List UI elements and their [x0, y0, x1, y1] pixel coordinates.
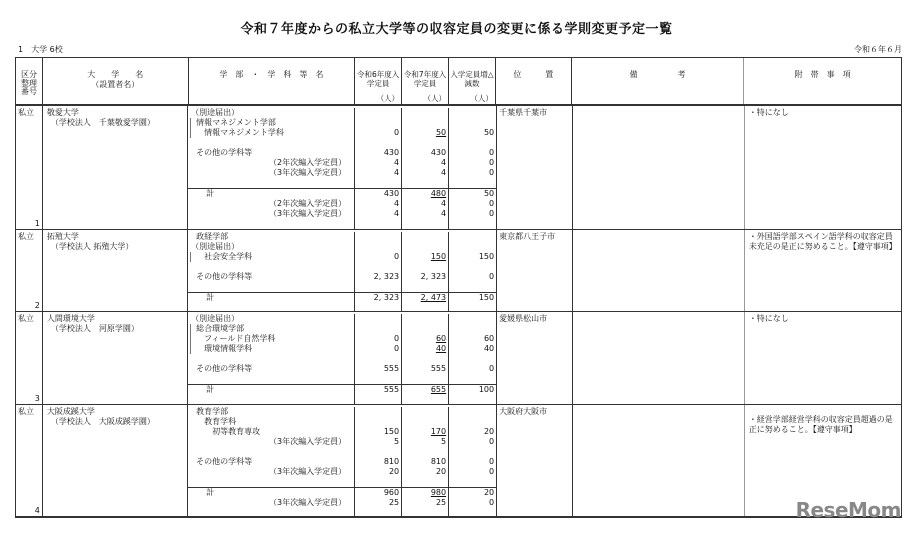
row-number: 4: [34, 506, 40, 515]
capacity-diff: [449, 374, 496, 384]
capacity-r7: 5: [402, 437, 449, 447]
dept-line: [188, 314, 496, 324]
university-cell: [43, 405, 188, 516]
capacity-r7: [402, 407, 449, 417]
dept-name: フィールド自然学科: [188, 334, 355, 344]
capacity-r7: [402, 118, 449, 128]
university-name: 拓殖大学: [46, 232, 79, 241]
dept-line: [188, 437, 496, 447]
capacity-r6: 0: [355, 344, 402, 354]
header-notes: 附 帯 事 項: [794, 70, 851, 79]
section-label: 1 大学 6校: [18, 45, 63, 54]
dept-line: [188, 272, 496, 282]
dept-name: [188, 354, 355, 364]
capacity-r7: [402, 354, 449, 364]
column-space: [449, 219, 496, 229]
column-space: [402, 303, 449, 311]
dept-line: [188, 344, 496, 354]
dept-line: [188, 108, 496, 118]
table-row: [16, 105, 901, 229]
dept-name: [188, 178, 355, 188]
header-r6: [355, 58, 402, 104]
dept-line: [188, 232, 496, 242]
university-cell: [43, 106, 188, 229]
header-diff-label: 入学定員増△減数: [450, 70, 494, 88]
capacity-r7: 4: [402, 158, 449, 168]
location-cell: 大阪府大阪市: [497, 405, 573, 516]
department-block: [188, 106, 497, 229]
column-space: [355, 219, 402, 229]
department-block: [188, 230, 497, 311]
header-kubun: [16, 58, 43, 104]
capacity-diff: [449, 407, 496, 417]
kubun-cell: [16, 312, 43, 404]
dept-line: [188, 242, 496, 252]
capacity-r7: 150: [402, 252, 449, 262]
dept-line: [188, 128, 496, 138]
change-schedule-table: [15, 57, 902, 518]
column-space: [449, 508, 496, 516]
capacity-r6: 810: [355, 457, 402, 467]
capacity-r7: [402, 324, 449, 334]
capacity-r6: 555: [355, 385, 402, 395]
capacity-r6: [355, 314, 402, 324]
capacity-r6: [355, 477, 402, 487]
dept-line: [188, 282, 496, 292]
capacity-diff: [449, 118, 496, 128]
filler: [188, 219, 496, 229]
capacity-r6: [355, 118, 402, 128]
remarks-cell: [573, 106, 745, 229]
capacity-r6: [355, 282, 402, 292]
dept-name: （3年次編入学定員）: [188, 168, 355, 178]
header-kubun-label: 区分: [20, 70, 37, 79]
dept-line: [188, 148, 496, 158]
dept-line: [188, 354, 496, 364]
capacity-r7: [402, 447, 449, 457]
dept-name: 政経学部: [188, 232, 355, 242]
dept-line: [188, 252, 496, 262]
department-block: [188, 405, 497, 516]
dept-line: [188, 138, 496, 148]
capacity-diff: 0: [489, 467, 495, 476]
column-space: [402, 508, 449, 516]
capacity-r6: 960: [355, 488, 402, 498]
capacity-r7: 980: [402, 488, 449, 498]
capacity-diff: 0: [489, 457, 495, 466]
capacity-diff: [449, 232, 496, 242]
founder-name: （学校法人 千葉敬愛学園）: [50, 118, 155, 127]
capacity-diff: 0: [489, 199, 495, 208]
capacity-diff: [449, 354, 496, 364]
filler: [188, 508, 496, 516]
university-cell: [43, 312, 188, 404]
capacity-diff: 60: [483, 334, 495, 343]
capacity-diff: [449, 417, 496, 427]
dept-name: その他の学科等: [188, 364, 355, 374]
capacity-r6: [355, 262, 402, 272]
capacity-r6: 25: [355, 498, 402, 508]
capacity-diff: 20: [483, 427, 495, 436]
capacity-r7: 4: [402, 199, 449, 209]
capacity-r6: 20: [355, 467, 402, 477]
university-name: 人間環境大学: [46, 314, 95, 323]
header-univ: [43, 58, 189, 104]
capacity-r7: [402, 178, 449, 188]
filler: [188, 303, 496, 311]
dept-line: [188, 178, 496, 188]
capacity-r7: 40: [402, 344, 449, 354]
dept-name: 情報マネジメント学科: [188, 128, 355, 138]
dept-line: [188, 467, 496, 477]
capacity-r7: 2, 323: [402, 272, 449, 282]
capacity-diff: 150: [478, 293, 495, 302]
dept-line: [188, 427, 496, 437]
capacity-r6: [355, 354, 402, 364]
capacity-diff: 0: [489, 209, 495, 218]
column-space: [188, 508, 355, 516]
page-title: 令和７年度からの私立大学等の収容定員の変更に係る学則変更予定一覧: [240, 22, 673, 37]
header-univ-label: 大 学 名: [87, 70, 144, 79]
capacity-r6: [355, 407, 402, 417]
capacity-r6: 0: [355, 128, 402, 138]
capacity-r7: [402, 282, 449, 292]
capacity-r7: [402, 242, 449, 252]
founder-name: （学校法人 拓殖大学）: [50, 242, 134, 251]
table-row: [16, 311, 901, 404]
column-space: [355, 303, 402, 311]
capacity-r6: [355, 108, 402, 118]
header-location: 位 置: [496, 58, 572, 104]
header-founder-label: （設置者名）: [91, 80, 140, 89]
unit-label: （人）: [376, 94, 400, 103]
university-name: 大阪成蹊大学: [46, 407, 95, 416]
filler: [188, 395, 496, 404]
notes-cell: ・経営学部経営学科の収容定員超過の是正に努めること。【遵守事項】: [748, 415, 893, 434]
column-space: [449, 303, 496, 311]
dept-line: [188, 209, 496, 219]
dept-name: （3年次編入学定員）: [188, 498, 355, 508]
dept-line: [188, 498, 496, 508]
capacity-r7: 4: [402, 209, 449, 219]
capacity-r7: [402, 417, 449, 427]
dept-name: （別途届出）: [188, 242, 355, 252]
table-row: [16, 229, 901, 311]
capacity-r6: 4: [355, 199, 402, 209]
kubun-label: 私立: [18, 407, 34, 416]
capacity-r6: 4: [355, 168, 402, 178]
capacity-r7: 170: [402, 427, 449, 437]
table-row: [16, 404, 901, 516]
founder-name: （学校法人 大阪成蹊学園）: [50, 417, 155, 426]
capacity-r6: 0: [355, 252, 402, 262]
dept-line: [188, 417, 496, 427]
capacity-r7: 555: [402, 364, 449, 374]
dept-name: その他の学科等: [188, 272, 355, 282]
dept-name: 計: [188, 385, 355, 395]
dept-name: その他の学科等: [188, 148, 355, 158]
capacity-diff: 50: [483, 128, 495, 137]
header-r7: [402, 58, 449, 104]
capacity-diff: [449, 314, 496, 324]
kubun-label: 私立: [18, 232, 34, 241]
kubun-label: 私立: [18, 108, 34, 117]
capacity-r6: [355, 138, 402, 148]
column-space: [188, 395, 355, 404]
unit-label: （人）: [423, 94, 447, 103]
capacity-diff: [449, 282, 496, 292]
dept-name: （2年次編入学定員）: [188, 158, 355, 168]
dept-line: [188, 324, 496, 334]
dept-line: [188, 292, 496, 303]
capacity-diff: [449, 447, 496, 457]
capacity-r6: [355, 374, 402, 384]
dept-name: 初等教育専攻: [188, 427, 355, 437]
dept-line: [188, 168, 496, 178]
table-header: [16, 58, 901, 105]
dept-name: （別途届出）: [188, 314, 355, 324]
header-r6-label: 令和6年度入学定員: [357, 70, 400, 88]
capacity-r6: 430: [355, 148, 402, 158]
location-cell: 千葉県千葉市: [497, 106, 573, 229]
capacity-r6: [355, 324, 402, 334]
column-space: [188, 219, 355, 229]
column-space: [402, 395, 449, 404]
capacity-r6: [355, 242, 402, 252]
header-r7-label: 令和7年度入学定員: [403, 70, 447, 88]
kubun-cell: [16, 106, 43, 229]
capacity-r6: 0: [355, 334, 402, 344]
column-space: [188, 303, 355, 311]
location-cell: 東京都八王子市: [497, 230, 573, 311]
capacity-diff: [449, 324, 496, 334]
capacity-r7: 50: [402, 128, 449, 138]
dept-name: 環境情報学科: [188, 344, 355, 354]
capacity-diff: 0: [489, 364, 495, 373]
university-cell: [43, 230, 188, 311]
capacity-r6: 5: [355, 437, 402, 447]
dept-name: [188, 138, 355, 148]
capacity-r7: 25: [402, 498, 449, 508]
capacity-r7: 480: [402, 189, 449, 199]
dept-line: [188, 384, 496, 395]
dept-line: [188, 262, 496, 272]
capacity-r7: 430: [402, 148, 449, 158]
dept-line: [188, 487, 496, 498]
dept-name: 計: [188, 189, 355, 199]
capacity-diff: 0: [489, 168, 495, 177]
capacity-diff: 50: [483, 189, 495, 198]
capacity-r6: 4: [355, 158, 402, 168]
row-number: 1: [34, 219, 40, 228]
document-date: 令和６年６月: [854, 45, 902, 54]
dept-name: 計: [188, 293, 355, 303]
dept-name: （3年次編入学定員）: [188, 437, 355, 447]
remarks-cell: [573, 405, 745, 516]
dept-line: [188, 188, 496, 199]
capacity-diff: 150: [478, 252, 495, 261]
capacity-r7: [402, 374, 449, 384]
dept-name: [188, 477, 355, 487]
capacity-r7: [402, 138, 449, 148]
header-remarks: 備 考: [572, 58, 745, 104]
capacity-r7: 2, 473: [402, 293, 449, 303]
remarks-cell: [573, 230, 745, 311]
capacity-r7: [402, 262, 449, 272]
dept-name: （3年次編入学定員）: [188, 209, 355, 219]
dept-name: [188, 282, 355, 292]
dept-name: （2年次編入学定員）: [188, 199, 355, 209]
notes-cell: ・特になし: [748, 108, 789, 117]
dept-line: [188, 118, 496, 128]
dept-line: [188, 374, 496, 384]
dept-name: [188, 447, 355, 457]
capacity-r6: [355, 232, 402, 242]
dept-line: [188, 334, 496, 344]
capacity-r7: 810: [402, 457, 449, 467]
capacity-r6: 430: [355, 189, 402, 199]
column-space: [355, 395, 402, 404]
capacity-r6: 2, 323: [355, 293, 402, 303]
capacity-r7: 4: [402, 168, 449, 178]
kubun-cell: [16, 405, 43, 516]
capacity-r6: [355, 178, 402, 188]
notes-cell: ・特になし: [748, 314, 789, 323]
university-name: 敬愛大学: [46, 108, 79, 117]
dept-line: [188, 477, 496, 487]
dept-line: [188, 407, 496, 417]
capacity-r7: [402, 108, 449, 118]
capacity-diff: 0: [489, 272, 495, 281]
founder-name: （学校法人 河原学園）: [50, 324, 139, 333]
dept-line: [188, 199, 496, 209]
row-number: 3: [34, 394, 40, 403]
column-space: [449, 395, 496, 404]
dept-line: [188, 457, 496, 467]
capacity-diff: 0: [489, 148, 495, 157]
capacity-r7: [402, 232, 449, 242]
unit-label: （人）: [470, 94, 493, 103]
capacity-diff: 0: [489, 498, 495, 507]
location-cell: 愛媛県松山市: [497, 312, 573, 404]
kubun-cell: [16, 230, 43, 311]
capacity-diff: [449, 108, 496, 118]
dept-line: [188, 158, 496, 168]
capacity-diff: [449, 477, 496, 487]
capacity-r7: 60: [402, 334, 449, 344]
dept-name: 教育学科: [188, 417, 355, 427]
remarks-cell: [573, 312, 745, 404]
capacity-diff: [449, 242, 496, 252]
dept-name: 社会安全学科: [188, 252, 355, 262]
kubun-label: 私立: [18, 314, 34, 323]
department-block: [188, 312, 497, 404]
dept-name: 教育学部: [188, 407, 355, 417]
capacity-r6: 2, 323: [355, 272, 402, 282]
dept-line: [188, 447, 496, 457]
dept-name: 総合環境学部: [188, 324, 355, 334]
capacity-r6: [355, 417, 402, 427]
dept-line: [188, 364, 496, 374]
capacity-diff: [449, 262, 496, 272]
capacity-diff: 100: [478, 385, 495, 394]
dept-name: [188, 374, 355, 384]
capacity-diff: [449, 178, 496, 188]
dept-name: その他の学科等: [188, 457, 355, 467]
capacity-diff: 0: [489, 158, 495, 167]
capacity-r6: 150: [355, 427, 402, 437]
capacity-r6: [355, 447, 402, 457]
capacity-r7: 20: [402, 467, 449, 477]
header-dept: 学 部 ・ 学 科 等 名: [189, 58, 356, 104]
dept-name: （3年次編入学定員）: [188, 467, 355, 477]
capacity-diff: 40: [483, 344, 495, 353]
header-seiri-label: 整理番号: [20, 79, 37, 96]
capacity-r6: 555: [355, 364, 402, 374]
resemom-watermark-logo: ReseMom: [795, 498, 901, 522]
capacity-diff: 20: [483, 488, 495, 497]
capacity-r7: [402, 314, 449, 324]
capacity-r7: [402, 477, 449, 487]
capacity-r7: 655: [402, 385, 449, 395]
row-number: 2: [34, 301, 40, 310]
capacity-diff: 0: [489, 437, 495, 446]
dept-name: [188, 262, 355, 272]
dept-name: （別途届出）: [188, 108, 355, 118]
dept-name: 情報マネジメント学部: [188, 118, 355, 128]
header-diff: [449, 58, 496, 104]
column-space: [355, 508, 402, 516]
column-space: [402, 219, 449, 229]
notes-cell: ・外国語学部スペイン語学科の収容定員未充足の是正に努めること。【遵守事項】: [748, 232, 897, 251]
dept-name: 計: [188, 488, 355, 498]
capacity-r6: 4: [355, 209, 402, 219]
capacity-diff: [449, 138, 496, 148]
